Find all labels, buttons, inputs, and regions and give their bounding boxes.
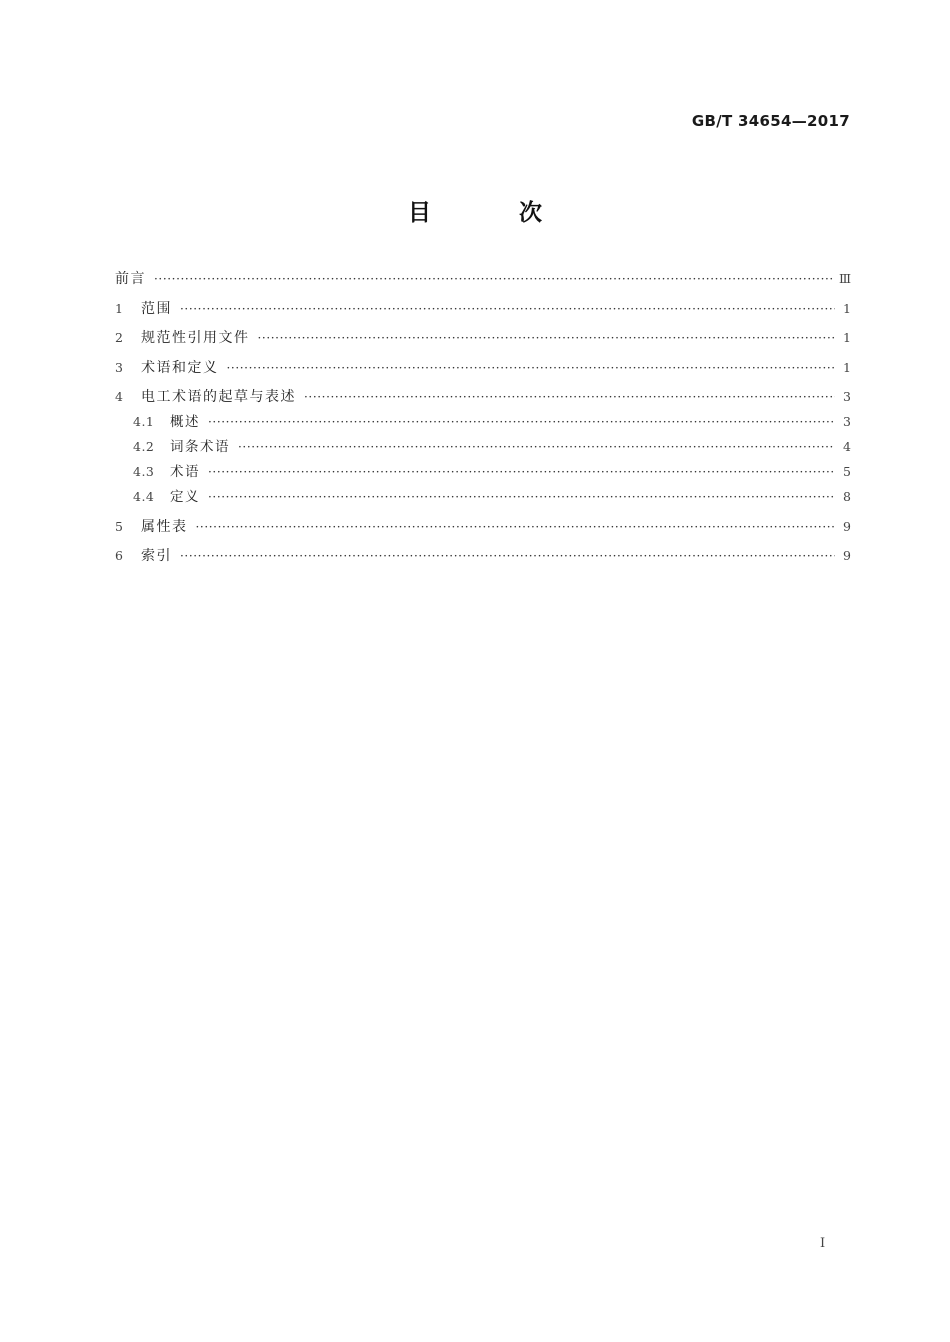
toc-entry-number: 2 — [115, 330, 123, 345]
toc-entry-index[interactable] — [115, 548, 851, 564]
toc-entry-page: 9 — [843, 548, 851, 563]
toc-entry-drafting[interactable] — [115, 389, 851, 405]
toc-entry-page: 1 — [843, 359, 851, 375]
toc-entry-attribute-table[interactable] — [115, 519, 851, 535]
dot-leader — [304, 389, 835, 405]
dot-leader — [208, 414, 835, 430]
toc-entry-page: 8 — [843, 489, 851, 504]
toc-title: 目 次 — [407, 200, 582, 226]
toc-entry-scope[interactable] — [115, 301, 851, 317]
toc-entry-definitions[interactable] — [115, 489, 851, 505]
dot-leader — [196, 519, 836, 535]
toc-entry-page: 5 — [843, 464, 851, 479]
toc-entry-page: Ⅲ — [838, 271, 851, 286]
toc-entry-page: 1 — [843, 300, 851, 316]
toc-entry-label: 概述 — [170, 414, 200, 430]
toc-entry-label: 术语和定义 — [141, 359, 219, 376]
toc-entry-normative-references[interactable] — [115, 330, 851, 346]
toc-entry-number: 4.2 — [133, 439, 155, 454]
toc-entry-overview[interactable] — [115, 414, 851, 430]
toc-entry-page: 3 — [843, 414, 851, 429]
toc-entry-page: 1 — [843, 330, 851, 345]
dot-leader — [227, 360, 836, 376]
toc-entry-foreword[interactable] — [115, 271, 851, 287]
page-number: I — [820, 1236, 826, 1251]
toc-entry-page: 4 — [843, 439, 851, 454]
toc-entry-number: 4.1 — [133, 414, 155, 429]
dot-leader — [180, 548, 835, 564]
table-of-contents — [115, 271, 851, 578]
toc-entry-label: 属性表 — [141, 518, 188, 535]
toc-entry-label: 词条术语 — [170, 439, 230, 455]
toc-entry-number: 5 — [115, 518, 123, 534]
toc-entry-number: 3 — [115, 359, 123, 375]
toc-entry-label: 前言 — [115, 271, 146, 287]
toc-entry-label: 索引 — [141, 548, 172, 564]
toc-entry-terms-definitions[interactable] — [115, 360, 851, 376]
toc-entry-label: 规范性引用文件 — [141, 330, 250, 346]
toc-entry-number: 4 — [115, 389, 123, 404]
toc-entry-number: 4.3 — [133, 464, 155, 479]
toc-entry-entry-terms[interactable] — [115, 439, 851, 455]
toc-entry-page: 3 — [843, 389, 851, 404]
toc-entry-label: 定义 — [170, 489, 200, 505]
dot-leader — [208, 489, 835, 505]
toc-entry-number: 4.4 — [133, 489, 155, 504]
dot-leader — [208, 464, 835, 480]
toc-entry-label: 电工术语的起草与表述 — [141, 389, 296, 405]
toc-entry-number: 6 — [115, 548, 123, 563]
dot-leader — [238, 439, 835, 455]
toc-entry-label: 术语 — [170, 464, 200, 480]
standard-code: GB/T 34654—2017 — [691, 112, 850, 130]
dot-leader — [258, 330, 836, 346]
toc-entry-terms[interactable] — [115, 464, 851, 480]
toc-entry-number: 1 — [115, 300, 123, 316]
toc-entry-label: 范围 — [141, 300, 172, 317]
dot-leader — [180, 301, 835, 317]
toc-entry-page: 9 — [843, 518, 851, 534]
dot-leader — [154, 271, 833, 287]
